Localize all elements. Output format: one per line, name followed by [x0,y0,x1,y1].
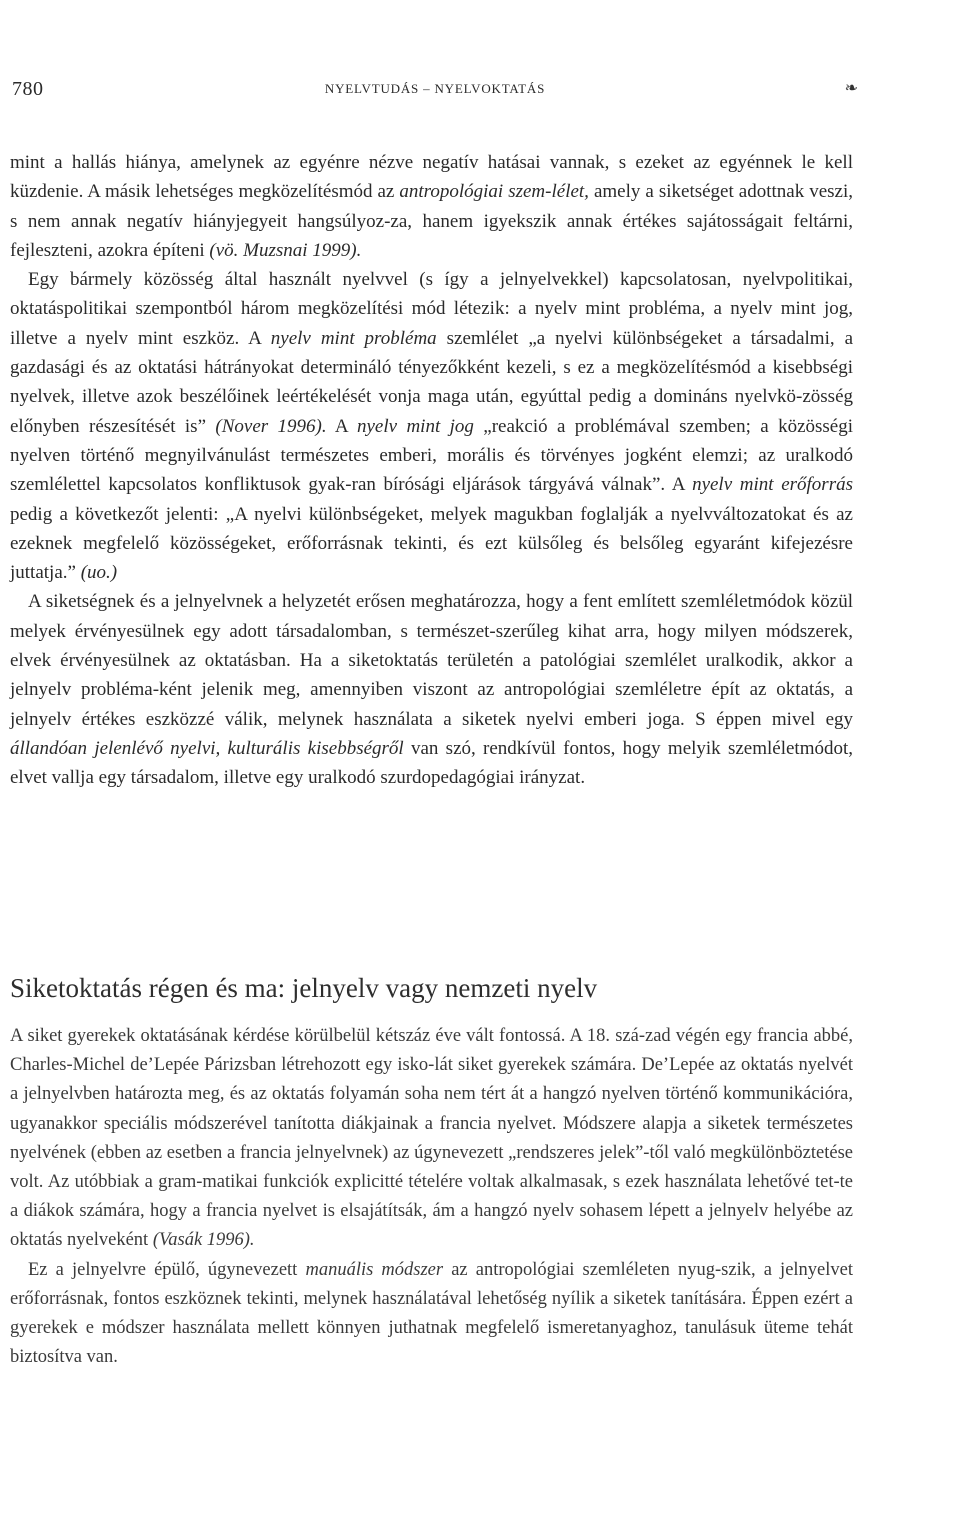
leaf-ornament-icon: ❧ [844,78,858,97]
page-number: 780 [12,78,44,100]
paragraph-2: Egy bármely közösség által használt nyelvvel (s így a jelnyelvekkel) kapcsolatosan, nyelvpolitikai, oktatáspolitikai szempontból három megközelítési mód létezik: a nyelv mint probléma, a nyelv mint jog, illetve a nyelv mint eszköz. A nyelv mint probléma szemlélet „a nyelvi különbségeket a társadalmi, a gazdasági és az oktatási hátrányokat determináló tényezőkként kezeli, s ez a megközelítésmód a kisebbségi nyelvek, illetve azok beszélőinek leértékelését vonja maga után, egyúttal pedig a domináns nyelvkö-zösség előnyben részesítését is” (Nover 1996). A nyelv mint jog „reakció a problémával szemben; a közösségi nyelven történő megnyilvánulást természetes emberi, morális és törvényes jogként elemzi; az uralkodó szemlélettel kapcsolatos konfliktusok gyak-ran bírósági eljárások tárgyává válnak”. A nyelv mint erőforrás pedig a következőt jelenti: „A nyelvi különbségeket, melyek magukban foglalják a nyelvváltozatokat és az ezeknek megfelelő közösségeket, erőforrásnak tekinti, és ezt külsőleg és belsőleg egyaránt kifejezésre juttatja.” (uo.) [10,269,853,584]
section-text [10,1022,853,1372]
section-paragraph-2: Ez a jelnyelvre épülő, úgynevezett manuális módszer az antropológiai szemléleten nyug-szik, a jelnyelvet erőforrásnak, fontos eszköznek tekinti, melynek használatával lehetőség nyílik a siketek tanítására. Éppen ezért a gyerekek e módszer használata mellett könnyen juthatnak megfelelő ismeretanyaghoz, tanulásuk üteme tehát biztosítva van. [10,1259,853,1368]
running-head: NYELVTUDÁS – NYELVOKTATÁS [324,81,546,96]
section-heading: Siketoktatás régen és ma: jelnyelv vagy nemzeti nyelv [10,973,598,1003]
section-paragraph-1: A siket gyerekek oktatásának kérdése körülbelül kétszáz éve vált fontossá. A 18. szá-zad végén egy francia abbé, Charles-Michel de’Lepée Párizsban létrehozott egy isko-lát siket gyerekek számára. De’Lepée az oktatás nyelvét a jelnyelvben határozta meg, és az oktatás folyamán soha nem tért át a hangzó nyelven történő kommunikációra, ugyanakkor speciális módszerével tanította diákjainak a francia nyelvet. Módszere alapja a siketek természetes nyelvének (ebben az esetben a francia jelnyelvnek) az úgynevezett „rendszeres jelek”-től való megkülönböztetése volt. Az utóbbiak a gram-matikai funkciók explicitté tételére voltak alkalmasak, s ezek használata lehetővé tet-te a diákok számára, hogy a francia nyelvet is elsajátítsák, ám a hangzó nyelv sohasem lépett a jelnyelv helyébe az oktatás nyelveként (Vasák 1996). [10,1026,853,1251]
paragraph-3: A siketségnek és a jelnyelvnek a helyzetét erősen meghatározza, hogy a fent említett szemléletmódok közül melyek érvényesülnek egy adott társadalomban, s természet-szerűleg kihat arra, hogy milyen módszerek, elvek érvényesülnek az oktatásban. Ha a siketoktatás területén a patológiai szemlélet uralkodik, akkor a jelnyelv probléma-ként jelenik meg, amennyiben viszont az antropológiai szemléletre épít az oktatás, a jelnyelv értékes eszközzé válik, melynek használata a siketek nyelvi emberi joga. S éppen mivel egy állandóan jelenlévő nyelvi, kulturális kisebbségről van szó, rendkívül fontos, hogy melyik szemléletmódot, elvet vallja egy társadalom, illetve egy uralkodó szurdopedagógiai irányzat. [10,591,853,789]
main-text [10,148,853,793]
page-header [12,78,858,102]
paragraph-1: mint a hallás hiánya, amelynek az egyénre nézve negatív hatásai vannak, s ezeket az egyénnek le kell küzdenie. A másik lehetséges megközelítésmód az antropológiai szem-lélet, amely a siketséget adottnak veszi, s nem annak negatív hiányjegyeit hangsúlyoz-za, hanem igyekszik annak értékes sajátosságait feltárni, fejleszteni, azokra építeni (vö. Muzsnai 1999). [10,152,853,261]
